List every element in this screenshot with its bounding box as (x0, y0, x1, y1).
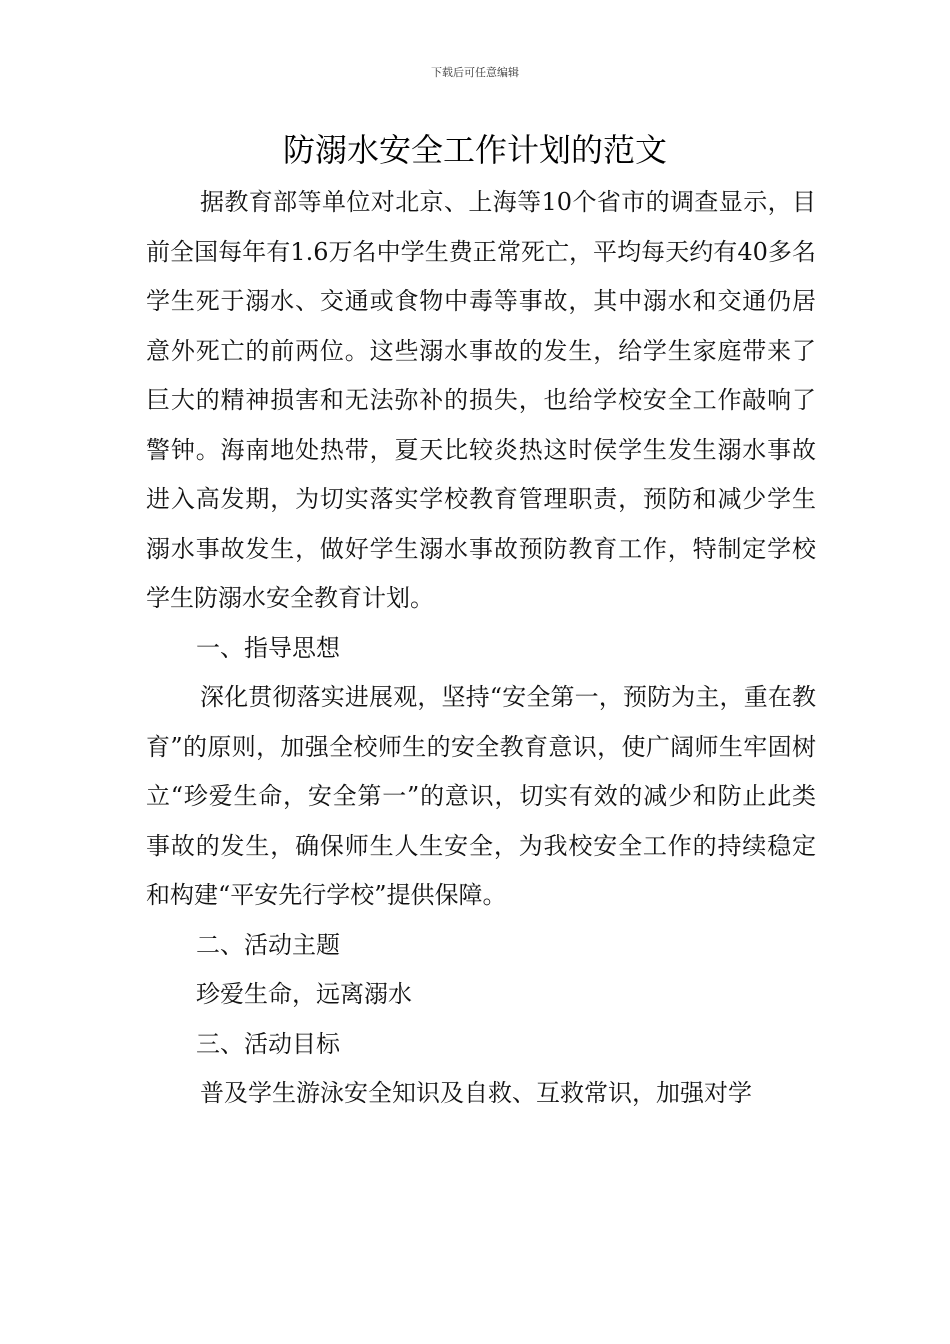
section-heading-activity-goals: 三、活动目标 (196, 1029, 340, 1058)
intro-paragraph: 据教育部等单位对北京、上海等10个省市的调查显示，目前全国每年有1.6万名中学生费正常死亡，平均每天约有40多名学生死于溺水、交通或食物中毒等事故，其中溺水和交通仍居意外死亡的前两位。这些溺水事故的发生，给学生家庭带来了巨大的精神损害和无法弥补的损失，也给学校安全工作敲响了警钟。海南地处热带，夏天比较炎热这时侯学生发生溺水事故进入高发期，为切实落实学校教育管理职责，预防和减少学生溺水事故发生，做好学生溺水事故预防教育工作，特制定学校学生防溺水安全教育计划。 (146, 188, 816, 612)
guiding-ideology-paragraph: 深化贯彻落实进展观，坚持“安全第一，预防为主，重在教育”的原则，加强全校师生的安全教育意识，使广阔师生牢固树立“珍爱生命，安全第一”的意识，切实有效的减少和防止此类事故的发生，确保师生人生安全，为我校安全工作的持续稳定和构建“平安先行学校”提供保障。 (146, 683, 816, 909)
section-heading-activity-theme: 二、活动主题 (196, 930, 340, 959)
activity-goals-paragraph: 普及学生游泳安全知识及自救、互救常识，加强对学 (200, 1079, 752, 1107)
section-heading-guiding-ideology: 一、指导思想 (196, 633, 340, 662)
activity-theme-text: 珍爱生命，远离溺水 (196, 980, 412, 1008)
document-body (146, 178, 816, 1119)
page-header-note: 下载后可任意编辑 (431, 66, 519, 79)
document-title: 防溺水安全工作计划的范文 (282, 131, 667, 169)
